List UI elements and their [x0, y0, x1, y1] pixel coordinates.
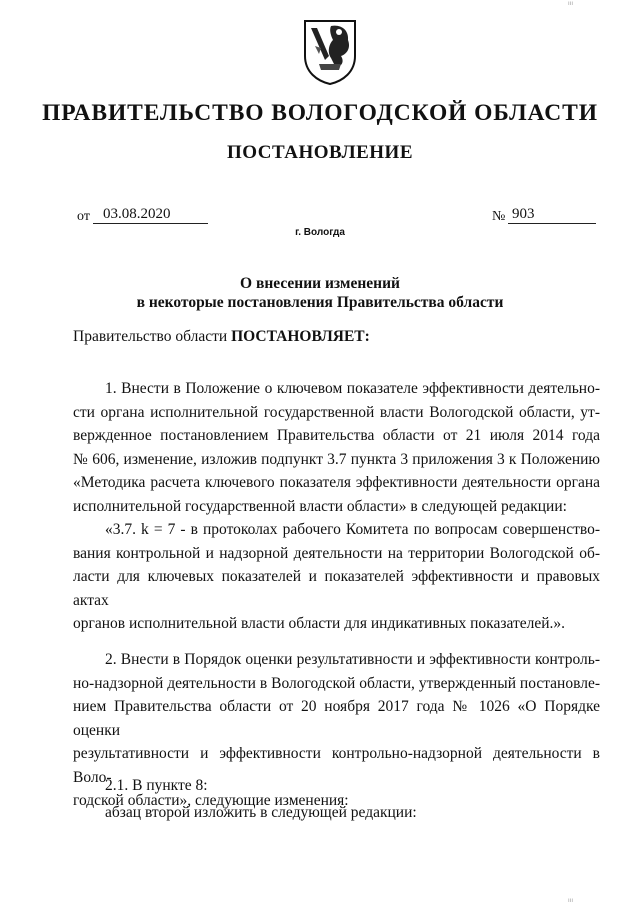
text-line: «3.7. k = 7 - в протоколах рабочего Комитета по вопросам совершенство- [105, 521, 600, 538]
text-line: ласти для ключевых показателей и показателей эффективности и правовых актах [73, 568, 600, 609]
document-number: 903 [508, 206, 596, 224]
document-type: ПОСТАНОВЛЕНИЕ [226, 142, 414, 163]
preamble-text: Правительство области [73, 328, 232, 345]
paragraph-2-1-text: абзац второй изложить в следующей редакции: [105, 804, 417, 821]
coat-of-arms-icon [301, 18, 359, 86]
subject-line-1: О внесении изменений [240, 275, 400, 292]
text-line: № 606, изменение, изложив подпункт 3.7 пункта 3 приложения 3 к Положению [73, 450, 600, 468]
text-line: результативности и эффективности контрольно-надзорной деятельности в Воло- [73, 745, 600, 786]
scan-mark-bottom: ııı [568, 897, 574, 904]
paragraph-2-1: 2.1. В пункте 8: [105, 777, 208, 794]
number-prefix: № [492, 209, 506, 224]
city-label: г. Вологда [295, 227, 345, 238]
paragraph-1 [73, 377, 600, 636]
text-line: 2. Внести в Порядок оценки результативности и эффективности контроль- [105, 651, 600, 668]
document-subject [0, 274, 640, 312]
date-prefix: от [77, 209, 90, 224]
scan-mark-top: ııı [568, 0, 574, 7]
text-line: вания контрольной и надзорной деятельности на территории Вологодской об- [73, 544, 600, 562]
preamble-resolves: ПОСТАНОВЛЯЕТ: [231, 328, 370, 345]
text-line: сти органа исполнительной государственной власти Вологодской области, ут- [73, 403, 600, 421]
text-line: годской области», следующие изменения: [73, 792, 349, 809]
text-line: «Методика расчета ключевого показателя эффективности деятельности органа [73, 474, 600, 491]
government-title: ПРАВИТЕЛЬСТВО ВОЛОГОДСКОЙ ОБЛАСТИ [42, 100, 598, 126]
subject-line-2: в некоторые постановления Правительства области [136, 294, 504, 311]
text-line: 1. Внести в Положение о ключевом показателе эффективности деятельно- [105, 380, 600, 397]
text-line: вержденное постановлением Правительства области от 21 июля 2014 года [73, 427, 600, 444]
preamble [73, 328, 370, 346]
document-date: 03.08.2020 [93, 206, 208, 224]
text-line: но-надзорной деятельности в Вологодской области, утвержденный постановле- [73, 674, 600, 692]
text-line: нием Правительства области от 20 ноября 2017 года № 1026 «О Порядке оценки [73, 698, 600, 739]
text-line: органов исполнительной власти области для индикативных показателей.». [73, 615, 566, 632]
text-line: исполнительной государственной власти области» в следующей редакции: [73, 497, 567, 515]
